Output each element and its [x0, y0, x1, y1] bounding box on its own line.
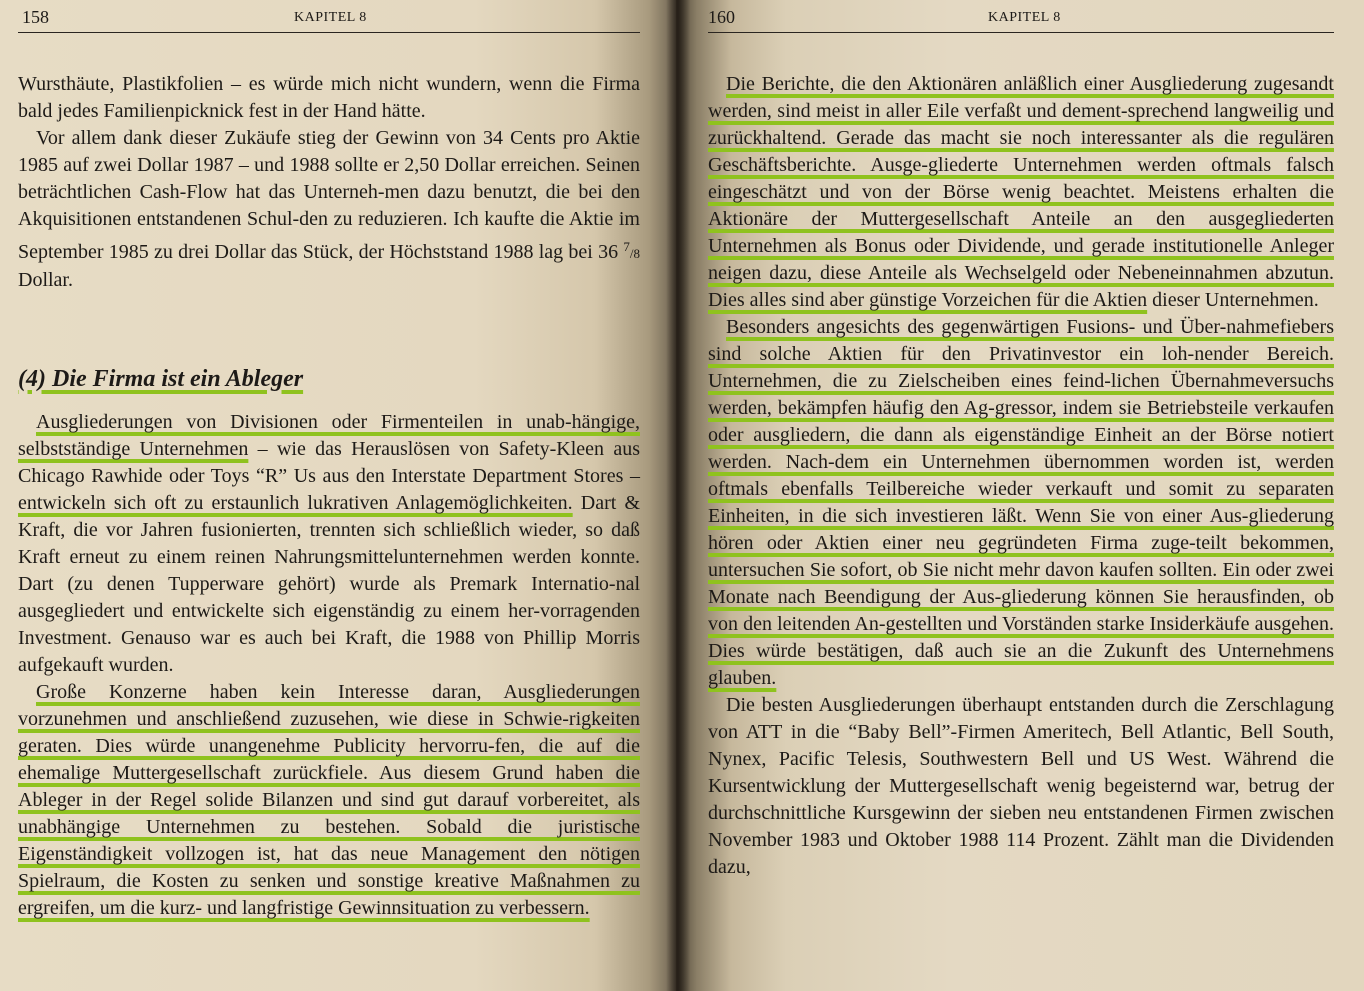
left-paragraph-3-rest: Dart & Kraft, die vor Jahren fusionierten, trennten sich schließlich wieder, so daß Kraft erneut zu einem reinen Nahrungsmittelunternehmen werden konnte. Dart (zu denen Tupperware gehört) wurde als Premark Internatio-nal ausgegliedert und entwickelte sich eigenständig zu einem her-vorragenden Investment. Genauso war es auch bei Kraft, die 1988 von Phillip Morris aufgekauft wurden.	[18, 492, 641, 676]
left-chapter-header: KAPITEL 8	[294, 10, 367, 25]
right-paragraph-3: Die besten Ausgliederungen überhaupt entstanden durch die Zerschlagung von ATT in die “Baby Bell”-Firmen Ameritech, Bell Atlantic, Bell South, Nynex, Pacific Telesis, Southwestern Bell und US West. Während die Kursentwicklung der Muttergesellschaft wenig begeisternd war, betrug der durchschnittliche Kursgewinn der sieben neu entstandenen Firmen zwischen November 1983 und Oktober 1988 114 Prozent. Zählt man die Dividenden dazu,	[708, 694, 1334, 878]
left-page-number: 158	[22, 7, 49, 27]
book-gutter	[666, 0, 690, 991]
right-running-head	[708, 0, 1334, 33]
left-paragraph-3	[18, 409, 640, 679]
right-page-number: 160	[708, 7, 735, 27]
fraction-denominator: /8	[629, 246, 641, 261]
left-paragraph-3-mid: – wie das Herauslösen von Safety-Kleen aus Chicago Rawhide oder Toys “R” Us aus den Interstate Department Stores –	[18, 438, 640, 487]
left-running-head	[18, 0, 640, 33]
right-body-text	[708, 71, 1334, 881]
left-paragraph-2-end: Dollar.	[18, 269, 73, 291]
left-body-text	[18, 71, 640, 294]
highlight-reports: Die Berichte, die den Aktionären anläßlich einer Ausgliederung zugesandt werden, sind meist in aller Eile verfaßt und dement-sprechend langweilig und zurückhaltend. Gerade das macht sie noch interessanter als die regulären Geschäftsberichte. Ausge-gliederte Unternehmen werden oftmals falsch eingeschätzt und von der Börse wenig beachtet. Meistens erhalten die Aktionäre der Muttergesellschaft Anteile an den ausgegliederten Unternehmen als Bonus oder Dividende, und gerade institutionelle Anleger neigen dazu, diese Anteile als Wechselgeld oder Nebeneinnahmen abzutun. Dies alles sind aber günstige Vorzeichen für die Aktien	[708, 73, 1334, 311]
right-chapter-header: KAPITEL 8	[988, 10, 1061, 25]
fraction-numerator: 7	[623, 239, 630, 254]
highlight-lucrative: entwickeln sich oft zu erstaunlich lukrativen Anlagemöglichkeiten.	[18, 492, 573, 514]
left-paragraph-4	[18, 679, 640, 922]
right-paragraph-1-end: dieser Unternehmen.	[1147, 289, 1319, 311]
section-heading-block	[18, 366, 640, 393]
highlight-takeovers: Besonders angesichts des gegenwärtigen Fusions- und Über-nahmefiebers sind solche Aktien für den Privatinvestor ein loh-nender Bereich. Unternehmen, die zu Zielscheiben eines feind-lichen Übernahmeversuchs werden, bekämpfen häufig den Ag-gressor, indem sie Betriebsteile verkaufen oder ausgliedern, die dann als eigenständige Einheit an der Börse notiert werden. Nach-dem ein Unternehmen übernommen worden ist, werden oftmals ebenfalls Teilbereiche wieder verkauft und somit zu separaten Einheiten, in die sich investieren läßt. Wenn Sie von einer Aus-gliederung hören oder Aktien einer neu gegründeten Firma zuge-teilt bekommen, untersuchen Sie sofort, ob Sie nicht mehr davon kaufen sollten. Ein oder zwei Monate nach Beendigung der Aus-gliederung können Sie herausfinden, ob von den leitenden An-gestellten und Vorständen starke Insiderkäufe ausgehen. Dies würde bestätigen, daß auch sie an die Zukunft des Unternehmens glauben.	[708, 316, 1334, 689]
right-paragraph-2	[708, 314, 1334, 692]
left-paragraph-2-text: Vor allem dank dieser Zukäufe stieg der Gewinn von 34 Cents pro Aktie 1985 auf zwei Dollar 1987 – und 1988 sollte er 2,50 Dollar erreichen. Seinen beträchtlichen Cash-Flow hat das Unterneh-men dazu benutzt, die bei den Akquisitionen entstandenen Schul-den zu reduzieren. Ich kaufte die Aktie im September 1985 zu drei Dollar das Stück, der Höchststand 1988 lag bei 36	[18, 127, 640, 263]
left-paragraph-1: Wursthäute, Plastikfolien – es würde mich nicht wundern, wenn die Firma bald jedes Familienpicknick fest in der Hand hätte.	[18, 73, 640, 122]
section-heading: (4) Die Firma ist ein Ableger	[18, 366, 304, 392]
left-page	[0, 0, 676, 991]
right-paragraph-1	[708, 71, 1334, 314]
left-paragraph-2	[18, 125, 640, 294]
highlight-spinoffs: Ausgliederungen von Divisionen oder Firmenteilen in unab-hängige, selbstständige Unternehmen	[18, 411, 640, 460]
right-page	[676, 0, 1364, 991]
left-body-text-2	[18, 409, 640, 922]
highlight-corporations: Große Konzerne haben kein Interesse daran, Ausgliederungen vorzunehmen und anschließend zuzusehen, wie diese in Schwie-rigkeiten geraten. Dies würde unangenehme Publicity hervorru-fen, die auf die ehemalige Muttergesellschaft zurückfiele. Aus diesem Grund haben die Ableger in der Regel solide Bilanzen und sind gut darauf vorbereitet, als unabhängige Unternehmen zu bestehen. Sobald die juristische Eigenständigkeit vollzogen ist, hat das neue Management den nötigen Spielraum, die Kosten zu senken und sonstige kreative Maßnahmen zu ergreifen, um die kurz- und langfristige Gewinnsituation zu verbessern.	[18, 681, 640, 919]
